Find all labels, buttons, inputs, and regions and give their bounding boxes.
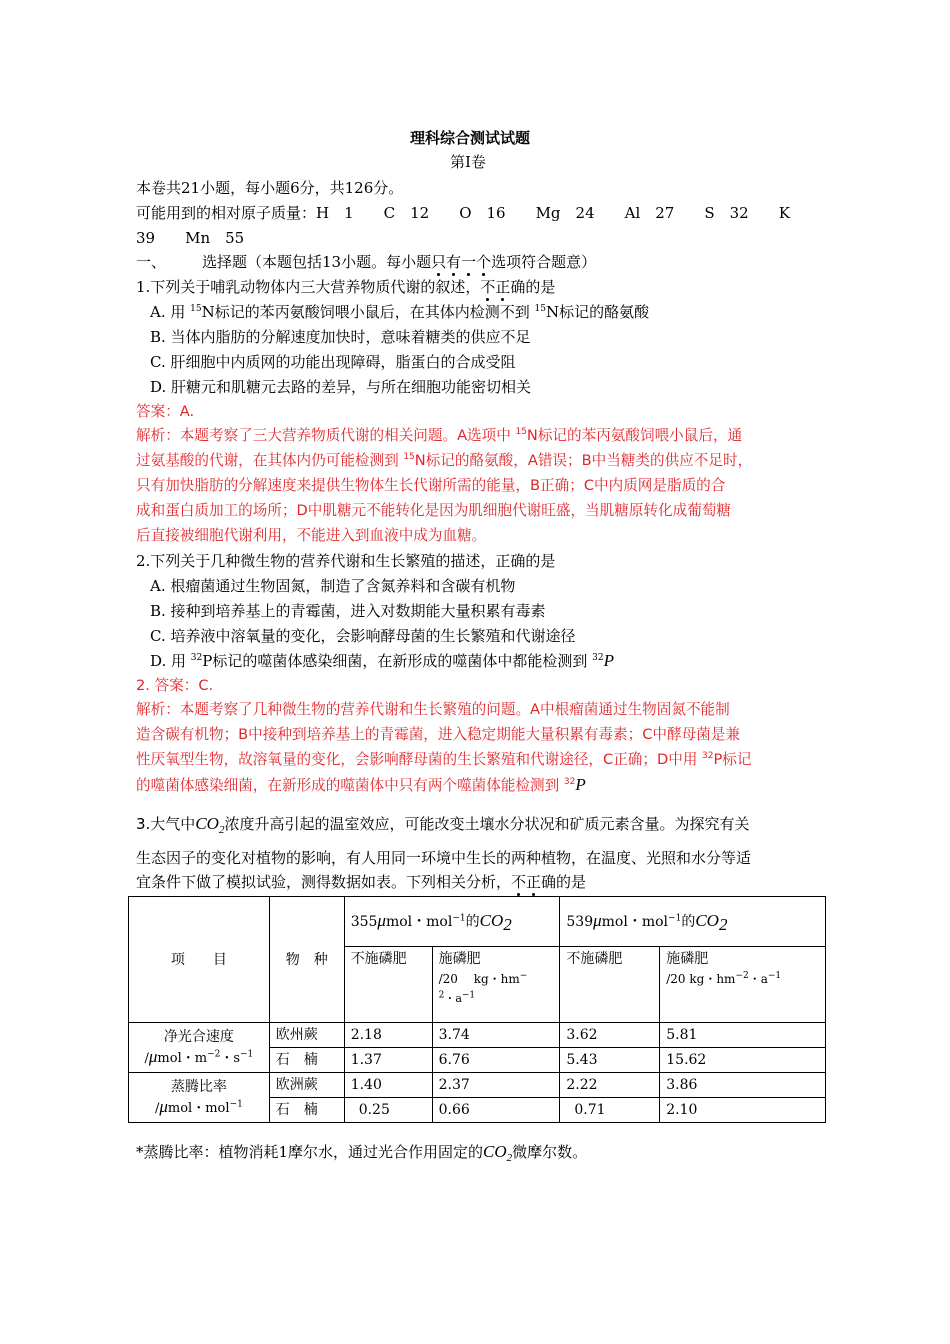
unit-text: mol・mol	[385, 914, 453, 930]
q1-option-d: D. 肝糖元和肌糖元去路的差异，与所在细胞功能密切相关	[150, 378, 532, 396]
intro-line: 本卷共21小题，每小题6分，共126分。	[136, 179, 404, 197]
co2-subscript: 2	[718, 914, 728, 934]
option-text: A. 用	[150, 303, 191, 321]
q1-explanation-line: 成和蛋白质加工的场所；D中肌糖元不能转化是因为肌细胞代谢旺盛，当肌糖原转化成葡萄糖	[136, 502, 731, 519]
explanation-text: 性厌氧型生物，故溶氧量的变化，会影响酵母菌的生长繁殖和代谢途径，C正确；D中用	[136, 751, 703, 768]
value-cell: 6.76	[432, 1048, 560, 1073]
q2-explanation-line: 解析：本题考察了几种微生物的营养代谢和生长繁殖的问题。A中根瘤菌通过生物固氮不能制	[136, 701, 730, 718]
q1-answer: 答案：A.	[136, 403, 195, 420]
value-cell: 2.10	[660, 1098, 826, 1123]
volume-heading: 第Ⅰ卷	[450, 153, 486, 171]
option-text: D. 用	[150, 652, 191, 670]
isotope-superscript: 32	[563, 777, 576, 788]
header-no-phosphorus: 不施磷肥	[344, 947, 432, 1023]
value-cell: 3.86	[660, 1073, 826, 1098]
value-cell: 0.25	[344, 1098, 432, 1123]
q3-text: 3.大气中	[136, 815, 196, 833]
q3-text: 确的是	[541, 873, 587, 891]
q2-option-c: C. 培养液中溶氧量的变化，会影响酵母菌的生长繁殖和代谢途径	[150, 627, 576, 645]
row-unit	[135, 1097, 263, 1119]
species-cell: 石 楠	[269, 1098, 344, 1123]
q1-option-b: B. 当体内脂肪的分解速度加快时，意味着糖类的供应不足	[150, 328, 531, 346]
value-cell: 0.71	[560, 1098, 660, 1123]
unit-text: 的	[681, 914, 696, 930]
species-cell: 欧洲蕨	[269, 1073, 344, 1098]
table-row	[129, 1023, 826, 1048]
q1-option-c: C. 肝细胞中内质网的功能出现障碍，脂蛋白的合成受阻	[150, 353, 516, 371]
q1-stem-text-end: 确的是	[510, 278, 556, 296]
q2-explanation-line	[136, 750, 752, 770]
header-co2-355	[344, 897, 560, 947]
value-cell: 3.62	[560, 1023, 660, 1048]
row-label-transpiration	[129, 1073, 270, 1123]
unit-exponent: −1	[240, 1049, 254, 1060]
explanation-text: 的噬菌体感染细菌，在新形成的噬菌体中只有两个噬菌体能检测到	[136, 777, 564, 794]
unit-text: ・a	[444, 992, 462, 1005]
row-label-text: 净光合速度	[163, 1028, 234, 1045]
q2-option-a: A. 根瘤菌通过生物固氮，制造了含氮养料和含碳有机物	[150, 577, 516, 595]
value-cell: 2.22	[560, 1073, 660, 1098]
phosphorus-unit	[666, 969, 819, 989]
q2-answer: 2. 答案：C.	[136, 677, 214, 694]
co2-level: 355	[350, 914, 378, 930]
unit-exponent: −1	[452, 913, 466, 924]
q1-explanation-line	[136, 426, 742, 446]
isotope-superscript: 15	[534, 304, 546, 314]
isotope-superscript: 15	[403, 452, 415, 463]
co2-subscript: 2	[218, 824, 225, 836]
section-text-b: 选项符合题意）	[491, 253, 597, 271]
emphasis-char: 正	[526, 873, 542, 891]
row-unit	[135, 1047, 263, 1069]
value-cell: 0.66	[432, 1098, 560, 1123]
atomic-mass-line: 可能用到的相对原子质量：H 1 C 12 O 16 Mg 24 Al 27 S 32 K	[136, 204, 790, 222]
emphasis-char: 只	[431, 253, 447, 271]
emphasis-char: 不	[511, 873, 527, 891]
unit-text: mol・m	[157, 1050, 208, 1066]
unit-text: /	[154, 1100, 160, 1116]
value-cell: 3.74	[432, 1023, 560, 1048]
unit-text: mol・mol	[601, 914, 669, 930]
unit-exponent: −	[519, 971, 528, 981]
q1-explanation-line: 只有加快脂肪的分解速度来提供生物体生长代谢所需的能量，B正确；C中内质网是脂质的合	[136, 477, 726, 494]
explanation-text: P标记	[713, 751, 752, 768]
co2-formula: CO	[195, 814, 219, 833]
data-table	[128, 896, 826, 1123]
unit-exponent: −1	[229, 1099, 243, 1110]
q1-stem	[136, 277, 555, 297]
mu-symbol: μ	[377, 911, 386, 930]
isotope-superscript: 32	[190, 653, 203, 663]
value-cell: 5.81	[660, 1023, 826, 1048]
value-cell: 5.43	[560, 1048, 660, 1073]
mu-symbol: μ	[159, 1096, 168, 1116]
species-cell: 石 楠	[269, 1048, 344, 1073]
co2-formula: CO	[695, 911, 719, 930]
q3-text: 浓度升高引起的温室效应，可能改变土壤水分状况和矿质元素含量。为探究有关	[224, 815, 750, 833]
emphasis-char: 一	[461, 253, 477, 271]
emphasis-char: 有	[446, 253, 462, 271]
option-text: N标记的苯丙氨酸饲喂小鼠后，在其体内检测不到	[201, 303, 535, 321]
footnote-text: *蒸腾比率：植物消耗1摩尔水，通过光合作用固定的	[136, 1143, 484, 1161]
q1-explanation-line: 后直接被细胞代谢利用，不能进入到血液中成为血糖。	[136, 527, 487, 544]
unit-text: 的	[465, 914, 480, 930]
emphasis-char: 不	[480, 278, 496, 296]
row-label-text: 蒸腾比率	[170, 1078, 227, 1095]
q3-stem-line	[136, 814, 749, 834]
value-cell: 1.37	[344, 1048, 432, 1073]
section-heading	[136, 252, 596, 272]
header-phosphorus-label: 施磷肥	[666, 951, 709, 967]
option-text: N标记的酪氨酸	[545, 303, 650, 321]
q2-explanation-line: 造含碳有机物；B中接种到培养基上的青霉菌，进入稳定期能大量积累有毒素；C中酵母菌是兼	[136, 726, 740, 743]
species-cell: 欧州蕨	[269, 1023, 344, 1048]
table-footnote	[136, 1142, 587, 1162]
section-text-a: 选择题（本题包括13小题。每小题	[202, 253, 432, 271]
mu-symbol: μ	[148, 1046, 158, 1066]
explanation-text: 过氨基酸的代谢，在其体内仍可能检测到	[136, 452, 404, 469]
unit-exponent: 2	[438, 990, 445, 1001]
co2-formula: CO	[483, 1142, 507, 1161]
q1-stem-text: 1.下列关于哺乳动物体内三大营养物质代谢的叙述，	[136, 278, 481, 296]
q3-text: 宜条件下做了模拟试验，测得数据如表。下列相关分析，	[136, 873, 512, 891]
header-phosphorus-label: 施磷肥	[438, 951, 481, 967]
section-number: 一、	[136, 253, 167, 271]
value-cell: 15.62	[660, 1048, 826, 1073]
q2-option-b: B. 接种到培养基上的青霉菌，进入对数期能大量积累有毒素	[150, 602, 546, 620]
unit-text: mol・mol	[167, 1100, 230, 1116]
co2-formula: CO	[479, 911, 504, 930]
explanation-text: N标记的苯丙氨酸饲喂小鼠后，通	[526, 427, 743, 444]
option-text: P标记的噬菌体感染细菌，在新形成的噬菌体中都能检测到	[202, 652, 593, 670]
header-co2-539	[560, 897, 826, 947]
unit-exponent: −2	[735, 971, 749, 981]
q3-stem-line	[136, 872, 586, 892]
row-label-photosynthesis	[129, 1023, 270, 1073]
mu-symbol: μ	[593, 911, 602, 930]
table-row	[129, 1073, 826, 1098]
unit-text: ・a	[748, 972, 768, 986]
unit-exponent: −1	[668, 913, 682, 924]
unit-exponent: −1	[767, 971, 782, 981]
co2-level: 539	[566, 914, 594, 930]
q1-option-a	[150, 302, 649, 322]
phosphorus-unit	[439, 969, 554, 989]
table-header-row	[129, 897, 826, 947]
isotope-superscript: 32	[702, 751, 714, 762]
header-phosphorus	[660, 947, 826, 1023]
header-species: 物 种	[269, 897, 344, 1023]
unit-text: /20 kg・hm	[438, 972, 520, 986]
isotope-superscript: 15	[190, 304, 202, 314]
footnote-text: 微摩尔数。	[512, 1143, 588, 1161]
unit-exponent: −2	[207, 1049, 221, 1060]
explanation-text: 解析：本题考察了三大营养物质代谢的相关问题。A选项中	[136, 427, 516, 444]
q2-stem: 2.下列关于几种微生物的营养代谢和生长繁殖的描述，正确的是	[136, 552, 556, 570]
co2-subscript: 2	[506, 1152, 513, 1164]
header-no-phosphorus: 不施磷肥	[560, 947, 660, 1023]
element-symbol: P	[603, 651, 614, 670]
isotope-superscript: 32	[592, 653, 604, 663]
co2-subscript: 2	[503, 914, 512, 934]
q2-option-d	[150, 651, 614, 671]
emphasis-char: 正	[495, 278, 511, 296]
q1-explanation-line	[136, 451, 752, 471]
unit-text: ・s	[220, 1050, 241, 1066]
isotope-superscript: 15	[515, 427, 527, 438]
explanation-text: N标记的酪氨酸，A错误；B中当糖类的供应不足时，	[414, 452, 753, 469]
header-item: 项 目	[129, 897, 270, 1023]
value-cell: 2.37	[432, 1073, 560, 1098]
q3-stem-line: 生态因子的变化对植物的影响，有人用同一环境中生长的两种植物，在温度、光照和水分等适	[136, 849, 752, 867]
unit-text: /	[144, 1050, 149, 1066]
atomic-mass-line-cont: 39 Mn 55	[136, 229, 245, 247]
q2-explanation-line	[136, 775, 586, 796]
page-title: 理科综合测试试题	[410, 129, 531, 147]
emphasis-char: 个	[476, 253, 492, 271]
value-cell: 2.18	[344, 1023, 432, 1048]
value-cell: 1.40	[344, 1073, 432, 1098]
unit-text: /20 kg・hm	[666, 972, 736, 986]
phosphorus-unit-cont	[439, 989, 554, 1009]
element-symbol: P	[575, 775, 586, 794]
unit-exponent: −1	[461, 990, 476, 1001]
header-phosphorus	[432, 947, 560, 1023]
